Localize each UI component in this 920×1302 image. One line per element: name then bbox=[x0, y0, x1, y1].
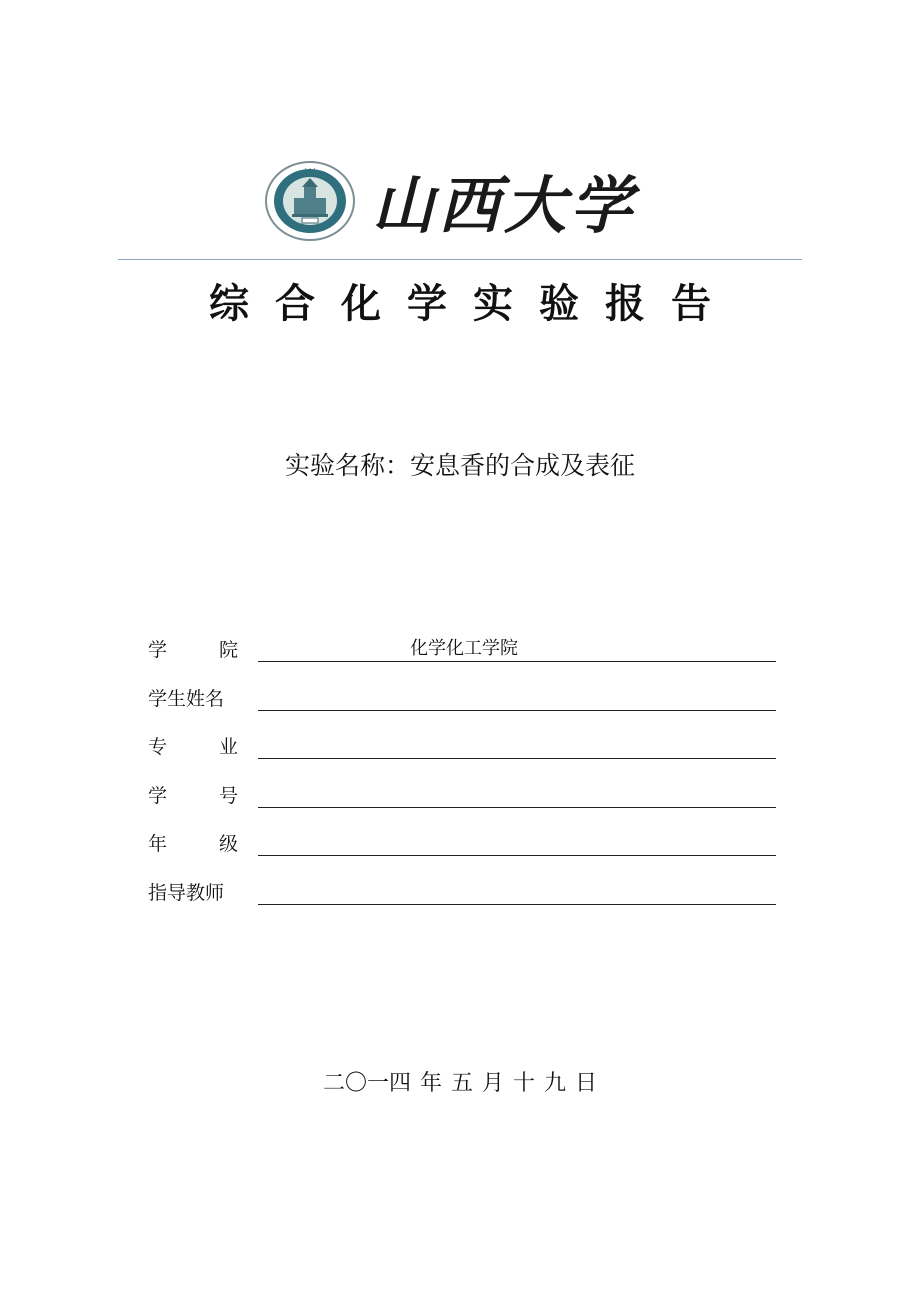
form-row-advisor bbox=[148, 871, 788, 920]
form-row-student-id bbox=[148, 774, 788, 823]
form-label bbox=[148, 733, 238, 761]
college-field[interactable] bbox=[258, 636, 776, 662]
form-label bbox=[148, 685, 238, 713]
form-label-text: 指导教师 bbox=[148, 881, 225, 904]
form-label-text: 学生姓名 bbox=[148, 687, 225, 710]
form-row-college bbox=[148, 628, 788, 677]
form-row-grade bbox=[148, 822, 788, 871]
major-field[interactable] bbox=[258, 733, 776, 759]
student-name-field[interactable] bbox=[258, 685, 776, 711]
form-row-student-name bbox=[148, 677, 788, 726]
grade-field[interactable] bbox=[258, 830, 776, 856]
form-label-char: 级 bbox=[218, 833, 238, 855]
form-value: 化学化工学院 bbox=[410, 638, 518, 659]
form-label-char: 业 bbox=[218, 736, 238, 758]
report-date: 二〇一四 年 五 月 十 九 日 bbox=[323, 1071, 597, 1096]
university-name: 山西大学 bbox=[372, 169, 637, 242]
experiment-name: 实验名称：安息香的合成及表征 bbox=[284, 451, 635, 480]
form-label bbox=[148, 879, 238, 907]
form-label bbox=[148, 782, 238, 810]
svg-text:· · ·: · · · bbox=[304, 165, 316, 173]
student-info-form bbox=[148, 628, 788, 919]
form-label-char: 学 bbox=[148, 639, 168, 661]
form-label-char: 号 bbox=[218, 784, 238, 807]
form-label-char: 年 bbox=[148, 833, 168, 855]
form-label bbox=[148, 636, 238, 664]
header-divider bbox=[118, 259, 802, 260]
university-seal-icon bbox=[262, 160, 358, 242]
report-title: 综合化学实验报告 bbox=[209, 280, 737, 327]
form-label-char: 专 bbox=[148, 736, 168, 758]
student-id-field[interactable] bbox=[258, 782, 776, 808]
advisor-field[interactable] bbox=[258, 879, 776, 905]
form-label-char: 院 bbox=[218, 639, 238, 661]
form-row-major bbox=[148, 725, 788, 774]
form-label-char: 学 bbox=[148, 784, 168, 807]
form-label bbox=[148, 830, 238, 858]
